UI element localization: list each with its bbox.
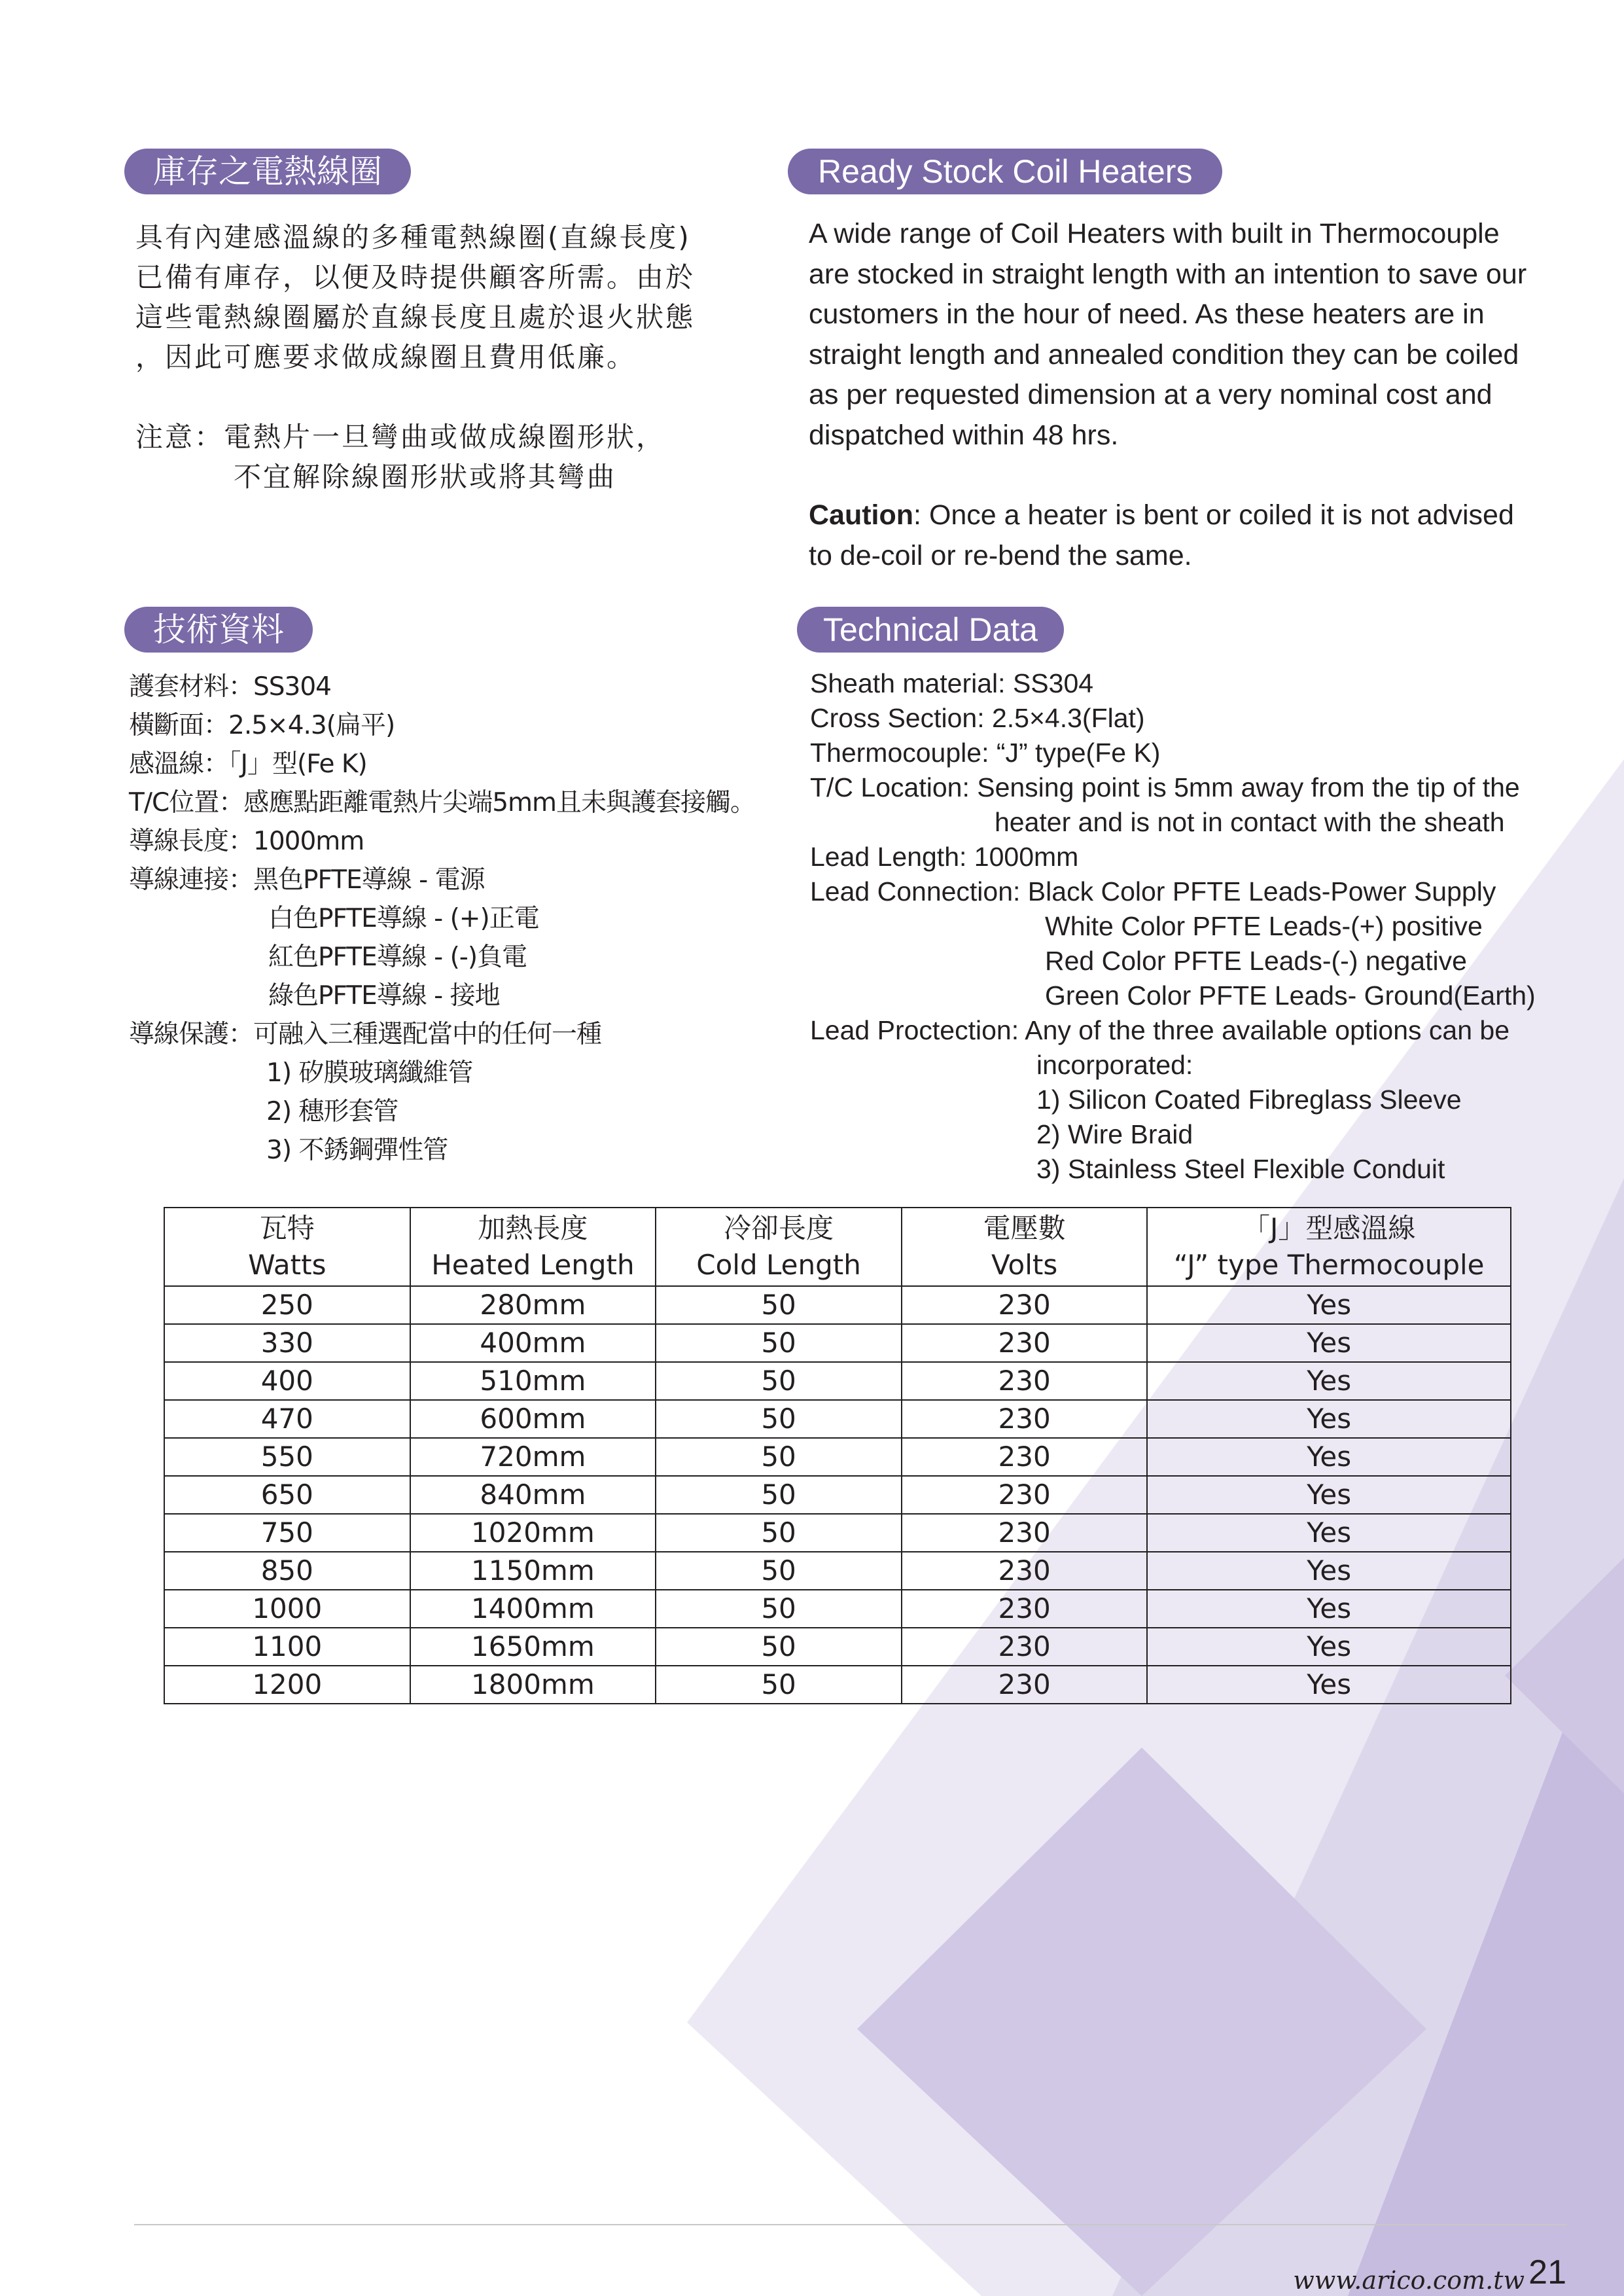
table-cell: 510mm: [410, 1362, 656, 1400]
zh-lead-connection: 白色PFTE導線 - (+)正電: [268, 904, 539, 933]
en-caution-line: [809, 495, 1527, 536]
table-cell: 550: [164, 1438, 410, 1476]
table-cell: 230: [902, 1628, 1148, 1666]
zh-lead-protection: 導線保護：可融入三種選配當中的任何一種: [129, 1020, 602, 1049]
table-cell: 280mm: [410, 1286, 656, 1324]
zh-intro-line: ，因此可應要求做成線圈且費用低廉。: [135, 341, 637, 373]
en-intro-paragraph: [809, 214, 1527, 576]
zh-intro-line: 已備有庫存，以便及時提供顧客所需。由於: [135, 261, 696, 293]
en-lead-protection: 1) Silicon Coated Fibreglass Sleeve: [1036, 1085, 1462, 1115]
table-cell: 1150mm: [410, 1552, 656, 1590]
header-en: Cold Length: [696, 1249, 861, 1281]
en-intro-line: dispatched within 48 hrs.: [809, 419, 1119, 451]
table-cell: Yes: [1147, 1666, 1511, 1704]
table-cell: 230: [902, 1514, 1148, 1552]
en-lead-connection: White Color PFTE Leads-(+) positive: [1045, 911, 1483, 941]
en-intro-line: A wide range of Coil Heaters with built in Thermocouple: [809, 218, 1500, 249]
table-cell: Yes: [1147, 1476, 1511, 1514]
table-row: [164, 1476, 1511, 1514]
header-en: “J” type Thermocouple: [1173, 1249, 1485, 1281]
header-en: Watts: [248, 1249, 327, 1281]
table-cell: 1000: [164, 1590, 410, 1628]
caution-label: Caution: [809, 499, 914, 531]
en-intro-line: are stocked in straight length with an intention to save our: [809, 258, 1527, 290]
header-zh: 電壓數: [983, 1212, 1066, 1244]
table-row: [164, 1438, 1511, 1476]
table-cell: 750: [164, 1514, 410, 1552]
table-row: [164, 1666, 1511, 1704]
en-lead-connection: Green Color PFTE Leads- Ground(Earth): [1045, 980, 1536, 1011]
table-row: [164, 1362, 1511, 1400]
header-zh: 加熱長度: [478, 1212, 588, 1244]
table-row: [164, 1400, 1511, 1438]
table-cell: 330: [164, 1324, 410, 1362]
table-cell: 250: [164, 1286, 410, 1324]
table-cell: 230: [902, 1666, 1148, 1704]
section-title-zh-tech: 技術資料: [124, 607, 313, 653]
zh-tech-data: [129, 668, 755, 1170]
table-cell: 400mm: [410, 1324, 656, 1362]
table-row: [164, 1552, 1511, 1590]
zh-intro-line: 這些電熱線圈屬於直線長度且處於退火狀態: [135, 301, 696, 333]
footer-url: www.arico.com.tw: [1293, 2266, 1525, 2295]
zh-lead-connection: 紅色PFTE導線 - (-)負電: [268, 942, 527, 972]
table-cell: 50: [656, 1628, 902, 1666]
en-intro-line: customers in the hour of need. As these heaters are in: [809, 298, 1485, 330]
header-volts: [902, 1208, 1148, 1286]
en-lead-protection: Lead Proctection: Any of the three available options can be: [810, 1015, 1510, 1045]
section-title-en-tech: Technical Data: [797, 607, 1064, 653]
table-cell: Yes: [1147, 1286, 1511, 1324]
table-cell: 600mm: [410, 1400, 656, 1438]
zh-sheath: 護套材料：SS304: [129, 672, 331, 702]
en-tc-location: T/C Location: Sensing point is 5mm away from the tip of the: [810, 772, 1520, 802]
table-cell: 230: [902, 1476, 1148, 1514]
header-zh: 瓦特: [259, 1212, 315, 1244]
zh-cross-section: 橫斷面：2.5×4.3(扁平): [129, 711, 395, 740]
en-lead-protection: 2) Wire Braid: [1036, 1119, 1193, 1149]
zh-tc-location: T/C位置：感應點距離電熱片尖端5mm且未與護套接觸。: [129, 788, 755, 817]
table-cell: 650: [164, 1476, 410, 1514]
table-cell: 50: [656, 1286, 902, 1324]
table-cell: 50: [656, 1552, 902, 1590]
table-cell: 50: [656, 1362, 902, 1400]
spec-table: [164, 1207, 1511, 1704]
zh-lead-connection: 綠色PFTE導線 - 接地: [268, 981, 500, 1011]
page-number: 21: [1528, 2253, 1566, 2291]
table-cell: Yes: [1147, 1590, 1511, 1628]
table-cell: 400: [164, 1362, 410, 1400]
en-lead-connection: Lead Connection: Black Color PFTE Leads-Power Supply: [810, 876, 1496, 906]
table-cell: Yes: [1147, 1514, 1511, 1552]
table-cell: 230: [902, 1438, 1148, 1476]
table-cell: 1020mm: [410, 1514, 656, 1552]
zh-lead-protection: 3) 不銹鋼彈性管: [266, 1136, 448, 1165]
zh-lead-protection: 1) 矽膜玻璃纖維管: [266, 1058, 473, 1088]
en-sheath: Sheath material: SS304: [810, 668, 1094, 698]
table-cell: 1100: [164, 1628, 410, 1666]
en-lead-protection: 3) Stainless Steel Flexible Conduit: [1036, 1154, 1445, 1184]
table-cell: 1800mm: [410, 1666, 656, 1704]
table-cell: 50: [656, 1590, 902, 1628]
header-en: Volts: [991, 1249, 1058, 1281]
table-cell: Yes: [1147, 1438, 1511, 1476]
table-cell: 720mm: [410, 1438, 656, 1476]
zh-thermocouple: 感溫線：「J」型(Fe K): [129, 749, 367, 779]
zh-intro-paragraph: [135, 217, 695, 497]
table-cell: 1200: [164, 1666, 410, 1704]
table-cell: 840mm: [410, 1476, 656, 1514]
table-cell: Yes: [1147, 1400, 1511, 1438]
table-cell: 50: [656, 1400, 902, 1438]
footer-divider: [134, 2224, 1567, 2225]
section-title-en-stock: Ready Stock Coil Heaters: [788, 149, 1222, 194]
table-cell: Yes: [1147, 1324, 1511, 1362]
table-cell: 50: [656, 1514, 902, 1552]
table-cell: 50: [656, 1666, 902, 1704]
table-row: [164, 1590, 1511, 1628]
en-intro-line: as per requested dimension at a very nominal cost and: [809, 379, 1492, 410]
header-cold-length: [656, 1208, 902, 1286]
header-zh: 冷卻長度: [724, 1212, 834, 1244]
en-tc-location: heater and is not in contact with the sheath: [995, 807, 1505, 837]
table-cell: 1400mm: [410, 1590, 656, 1628]
header-zh: 「J」型感溫線: [1243, 1212, 1416, 1244]
en-cross-section: Cross Section: 2.5×4.3(Flat): [810, 703, 1145, 733]
zh-lead-protection: 2) 穗形套管: [266, 1097, 398, 1126]
zh-lead-length: 導線長度：1000mm: [129, 827, 364, 856]
table-cell: 850: [164, 1552, 410, 1590]
table-cell: 1650mm: [410, 1628, 656, 1666]
en-thermocouple: Thermocouple: “J” type(Fe K): [810, 738, 1161, 768]
table-cell: Yes: [1147, 1628, 1511, 1666]
table-cell: 230: [902, 1400, 1148, 1438]
en-lead-protection: incorporated:: [1036, 1050, 1193, 1080]
en-lead-connection: Red Color PFTE Leads-(-) negative: [1045, 946, 1467, 976]
table-cell: 230: [902, 1324, 1148, 1362]
zh-intro-line: 具有內建感溫線的多種電熱線圈(直線長度): [135, 221, 691, 253]
en-lead-length: Lead Length: 1000mm: [810, 842, 1079, 872]
table-row: [164, 1628, 1511, 1666]
table-cell: 230: [902, 1552, 1148, 1590]
table-header-row: [164, 1208, 1511, 1286]
en-tech-data: [810, 666, 1536, 1187]
table-row: [164, 1286, 1511, 1324]
table-cell: Yes: [1147, 1362, 1511, 1400]
header-watts: [164, 1208, 410, 1286]
header-en: Heated Length: [431, 1249, 635, 1281]
table-row: [164, 1514, 1511, 1552]
zh-lead-connection: 導線連接：黑色PFTE導線 - 電源: [129, 865, 485, 895]
table-cell: 230: [902, 1286, 1148, 1324]
table-cell: 50: [656, 1438, 902, 1476]
table-cell: 470: [164, 1400, 410, 1438]
zh-caution-line: 不宜解除線圈形狀或將其彎曲: [234, 461, 617, 493]
en-caution-line: to de-coil or re-bend the same.: [809, 539, 1192, 571]
zh-caution-line: 注意：電熱片一旦彎曲或做成線圈形狀，: [135, 421, 666, 453]
header-thermocouple: [1147, 1208, 1511, 1286]
section-title-zh-stock: 庫存之電熱線圈: [124, 149, 411, 194]
table-row: [164, 1324, 1511, 1362]
table-cell: Yes: [1147, 1552, 1511, 1590]
table-cell: 230: [902, 1362, 1148, 1400]
caution-text: : Once a heater is bent or coiled it is not advised: [913, 499, 1514, 531]
table-cell: 50: [656, 1476, 902, 1514]
header-heated-length: [410, 1208, 656, 1286]
en-intro-line: straight length and annealed condition they can be coiled: [809, 338, 1519, 370]
table-cell: 230: [902, 1590, 1148, 1628]
table-cell: 50: [656, 1324, 902, 1362]
